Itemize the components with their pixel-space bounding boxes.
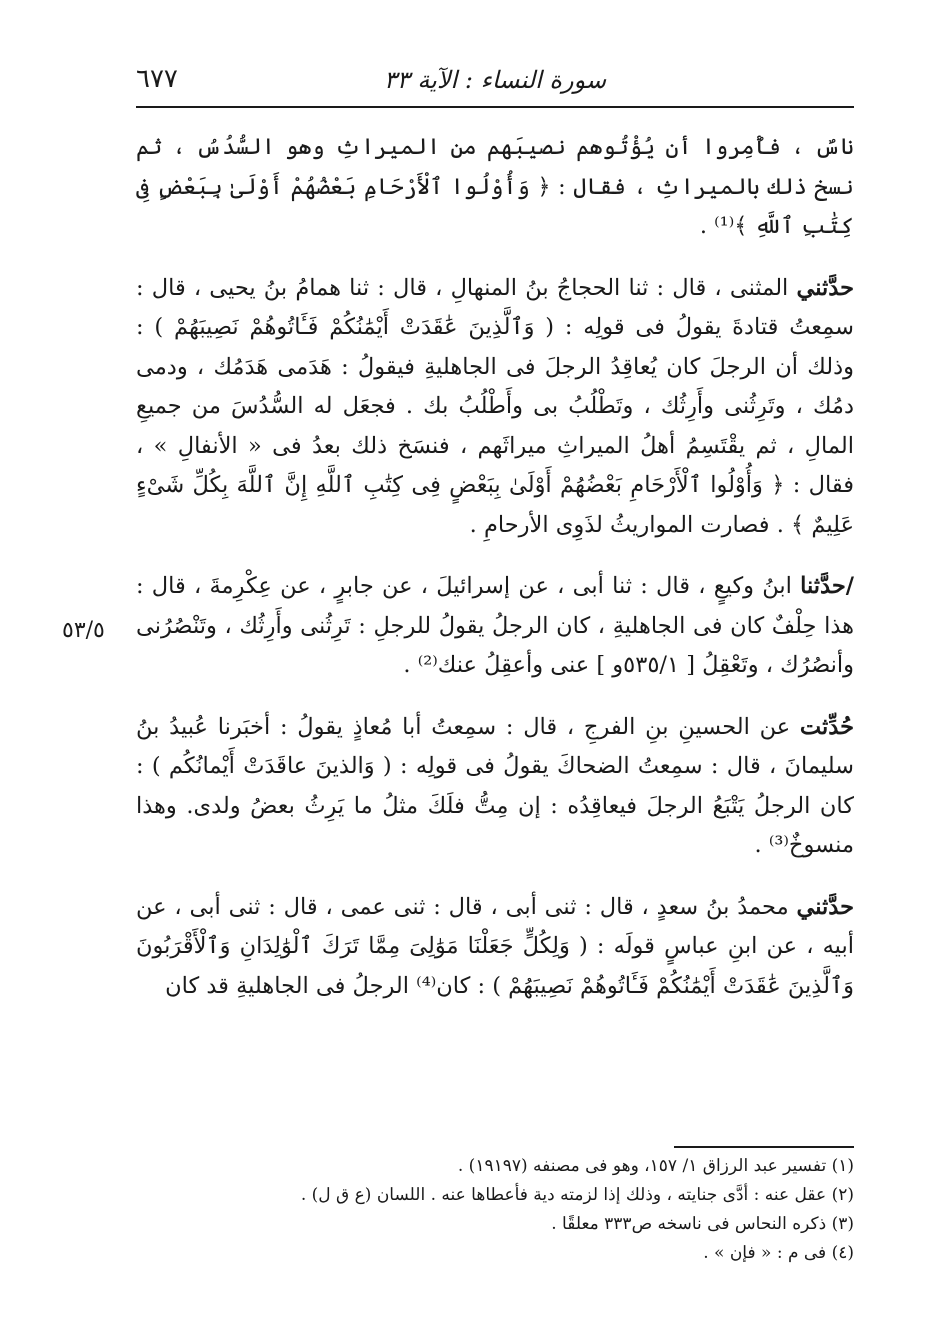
- running-title: سورة النساء : الآية ٣٣: [383, 66, 607, 94]
- paragraph: [136, 269, 854, 546]
- paragraph-text: ابنُ وكيعٍ ، قال : ثنا أبى ، عن إسرائيلَ ، عن جابرٍ ، عن عِكْرِمةَ ، قال : هذا حِلْفٌ كان فى الجاهليةِ ، كان الرجلُ يقولُ للرجلِ : تَرِثُنى وأَرِثُك ، وتَنْصُرُنى وأنصُرُك ، وتَعْقِلُ [ ٥٣٥/١و ] عنى وأعقِلُ عنك⁽²⁾ .: [136, 573, 854, 678]
- paragraph-text: عن الحسينِ بنِ الفرجِ ، قال : سمِعتُ أبا مُعاذٍ يقولُ : أخبَرنا عُبيدُ بنُ سليمانَ ، قال : سمِعتُ الضحاكَ يقولُ فى قولِه : ( وَالذينَ عاقَدَتْ أَيْمانُكُم ) : كان الرجلُ يَتْبَعُ الرجلَ فيعاقِدُه : إن مِتُّ فلَكَ مثلُ ما يَرِثُ بعضُ ولدى. وهذا منسوخٌ⁽³⁾ .: [136, 713, 854, 858]
- paragraph: [136, 888, 854, 1007]
- paragraph-lead: حدَّثني: [796, 274, 854, 301]
- paragraph-text: محمدُ بنُ سعدٍ ، قال : ثنى أبى ، قال : ثنى عمى ، قال : ثنى أبى ، عن أبيه ، عن ابنِ عباسٍ قولَه : ( وَلِكُلٍّ جَعَلْنَا مَوَٰلِىَ مِمَّا تَرَكَ ٱلْوَٰلِدَانِ وَٱلْأَقْرَبُونَ وَٱلَّذِينَ عَٰقَدَتْ أَيْمَٰنُكُمْ فَـَٔاتُوهُمْ نَصِيبَهُمْ ) : كان⁽⁴⁾ الرجلُ فى الجاهليةِ قد كان: [136, 893, 854, 999]
- paragraph-text: المثنى ، قال : ثنا الحجاجُ بنُ المنهالِ ، قال : ثنا همامُ بنُ يحيى ، قال : سمِعتُ قتادةَ يقولُ فى قولِه : ( وَٱلَّذِينَ عَٰقَدَتْ أَيْمَٰنُكُمْ فَـَٔاتُوهُمْ نَصِيبَهُمْ ) : وذلك أن الرجلَ كان يُعاقِدُ الرجلَ فى الجاهليةِ فيقولُ : هَدَمى هَدَمُك ، ودمى دمُك ، وتَرِثُنى وأَرِثُك ، وتَطْلُبُ بى وأَطْلُبُ بك . فجعَل له السُّدُسَ من جميعِ المالِ ، ثم يقْتَسِمُ أهلُ الميراثِ ميراثَهم ، فنسَخ ذلك بعدُ فى « الأنفالِ » ، فقال : ﴿ وَأُوْلُوا ٱلْأَرْحَامِ بَعْضُهُمْ أَوْلَىٰ بِبَعْضٍ فِى كِتَٰبِ ٱللَّهِ إِنَّ ٱللَّهَ بِكُلِّ شَىْءٍ عَلِيمٌ ﴾ . فصارت المواريثُ لذَوِى الأرحامِ .: [136, 274, 854, 538]
- margin-reference: ٥٣/٥: [62, 618, 105, 643]
- paragraph-lead: حُدِّثت: [799, 713, 854, 740]
- paragraph: [136, 567, 854, 686]
- paragraph: [136, 128, 854, 247]
- footnote: (٤) فى م : « فإن » .: [703, 1243, 854, 1263]
- paragraph: [136, 708, 854, 866]
- paragraph-lead: /حدَّثنا: [800, 573, 854, 599]
- footnote: (٣) ذكره النحاس فى ناسخه ص٣٣٣ معلقًا .: [551, 1214, 854, 1234]
- header-rule: [136, 106, 854, 108]
- paragraph-lead: حدَّثني: [796, 893, 854, 920]
- footnote: (٢) عقل عنه : أدَّى جنايته ، وذلك إذا لزمته دية فأعطاها عنه . اللسان (ع ق ل) .: [300, 1185, 854, 1205]
- footnote-rule: [674, 1146, 854, 1148]
- running-header: [136, 58, 854, 98]
- paragraph-text: ناسٌ ، فأُمِروا أن يُؤْتُوهم نصيبَهم من الميراثِ وهو السُّدُسُ ، ثم نسخ ذلك بالميراثِ ، فقال : ﴿ وَأُوْلُوا ٱلْأَرْحَامِ بَعْضُهُمْ أَوْلَىٰ بِبَعْضٍ فِى كِتَٰبِ ٱللَّهِ ﴾⁽¹⁾ .: [136, 134, 854, 239]
- footnotes: [136, 1152, 854, 1268]
- main-text: [136, 128, 854, 1028]
- page-number: ٦٧٧: [136, 64, 178, 94]
- footnote: (١) تفسير عبد الرزاق ١/ ١٥٧، وهو فى مصنفه (١٩١٩٧) .: [457, 1156, 854, 1176]
